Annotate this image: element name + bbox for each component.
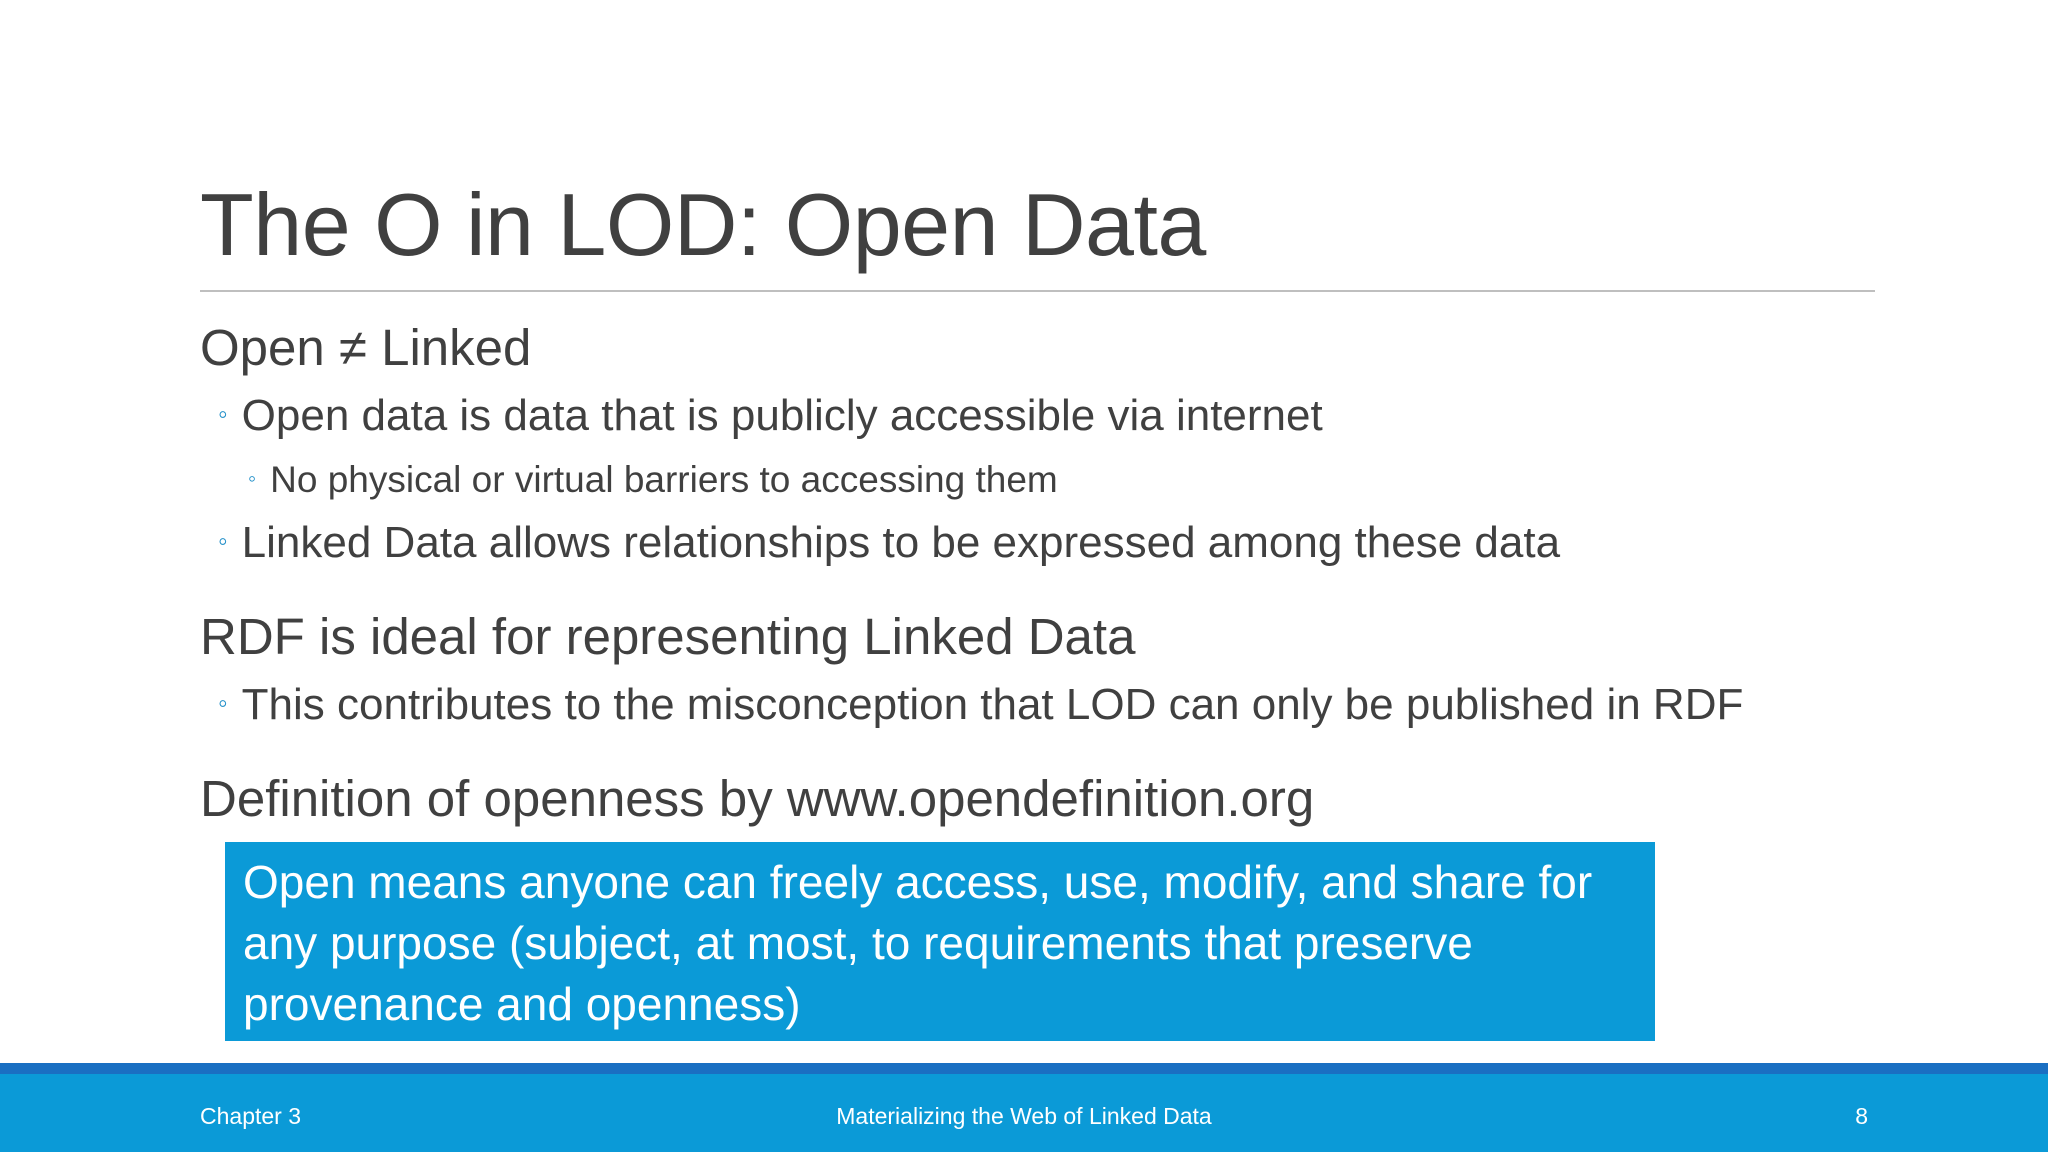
bullet-text: Linked Data allows relationships to be expressed among these data (241, 518, 1561, 567)
footer-title: Materializing the Web of Linked Data (836, 1103, 1212, 1129)
footer-chapter: Chapter 3 (200, 1103, 302, 1129)
definition-quote-box (225, 842, 1655, 1041)
definition-quote-text: Open means anyone can freely access, use, modify, and share for any purpose (subject, at most, to requirements that preserve provenance and openness) (243, 856, 1593, 1030)
bullet-icon: ◦ (248, 465, 257, 492)
bullet-level3-no-barriers (248, 457, 1058, 505)
footer-bar (0, 1074, 2048, 1152)
bullet-level2-misconception (218, 677, 1743, 735)
bullet-text: Open ≠ Linked (200, 319, 532, 376)
bullet-icon: ◦ (218, 687, 228, 719)
title-divider (200, 290, 1875, 292)
bullet-level1-definition (200, 768, 1314, 830)
bullet-level1-rdf-ideal (200, 606, 1135, 668)
bullet-text: Open data is data that is publicly accessible via internet (241, 391, 1323, 440)
bullet-icon: ◦ (218, 525, 228, 557)
bullet-level2-linked-data (218, 515, 1560, 573)
slide-number: 8 (1855, 1103, 1868, 1129)
bullet-level2-open-data (218, 388, 1323, 446)
bullet-text: RDF is ideal for representing Linked Data (200, 608, 1136, 665)
footer-stripe (0, 1063, 2048, 1074)
bullet-icon: ◦ (218, 398, 228, 430)
slide-title: The O in LOD: Open Data (200, 175, 1206, 274)
bullet-text: No physical or virtual barriers to accessing them (270, 459, 1058, 500)
bullet-level1-open-not-linked (200, 317, 531, 379)
bullet-text: This contributes to the misconception that LOD can only be published in RDF (241, 680, 1744, 729)
bullet-text: Definition of openness by www.opendefinition.org (200, 770, 1315, 827)
